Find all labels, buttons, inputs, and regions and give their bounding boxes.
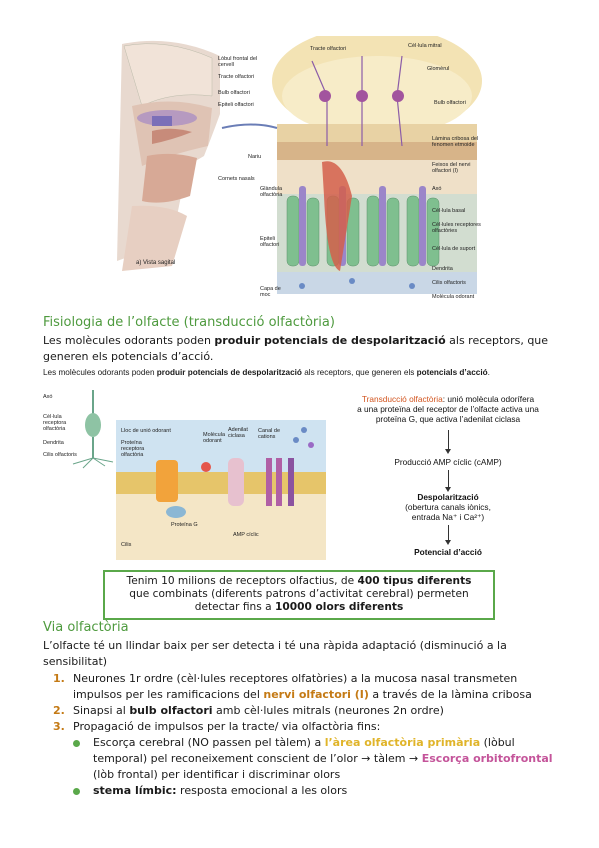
flow-title: Transducció olfactòria [361,394,443,404]
label-gland: Glàndula olfactòria [260,186,283,198]
step-2-post: amb cèl·lules mitrals (neurones 2n ordre) [212,704,444,717]
cell-label-binding: Lloc de unió odorant [121,428,171,434]
label-bulb-right: Bulb olfactori [434,100,466,106]
label-epithelium-mid: Epiteli olfactori [260,236,280,248]
sub-1-pre: Escorça cerebral (NO passen pel tàlem) a [93,736,325,749]
caption-end: . [487,368,490,377]
label-odorant: Molècula odorant [432,294,475,300]
section-title-physiology: Fisiologia de l’olfacte (transducció olfactòria) [43,315,335,330]
bullet-dot [73,740,80,747]
flow-arrow-1 [448,430,449,450]
label-tract-right: Tracte olfactori [310,46,347,52]
step-2 [43,703,563,719]
box-line2: que combinats (diferents patrons d’activitat cerebral) permeten [129,588,469,600]
step-1 [43,671,563,703]
step-2-highlight: bulb olfactori [129,704,213,717]
flow-arrow-2 [448,470,449,488]
flow-line3: proteïna G, que activa l’adenilat ciclasa [375,414,521,424]
label-cribriform: Làmina cribosa del fenomen etmoide [432,136,479,148]
step-1-highlight: nervi olfactori (I) [263,688,369,701]
step-3-text: Propagació de impulsos per la tracte/ via olfactòria fins: [73,720,381,733]
label-support-cell: Cèl·lula de suport [432,246,476,252]
physiology-paragraph [43,333,558,365]
caption-bold2: potencials d’acció [416,368,488,377]
label-glomerulus: Glomèrul [427,66,450,72]
neuron-label-cell: Cèl·lula receptora olfactòria [43,414,67,432]
sub-1-highlight2: Escorça orbitofrontal [421,752,553,765]
flow-step3-line2: entrada Na⁺ i Ca²⁺) [411,512,485,522]
flow-line1: : unió molècula odorífera [442,394,535,404]
flow-arrow-3 [448,525,449,541]
flow-step-1 [338,394,558,424]
neuron-label-axon: Axó [43,394,53,400]
pathway-steps [43,671,563,799]
box-line3-pre: detectar fins a [194,601,275,613]
caption-bold1: produir potencials de despolarització [156,368,302,377]
sub-1-highlight: l’àrea olfactòria primària [324,736,481,749]
figure-caption-line [43,368,490,377]
cell-label-receptor: Proteïna receptora olfactòria [121,440,145,458]
flow-step3-title: Despolarització [417,492,479,502]
caption-pre: Les molècules odorants poden [43,368,157,377]
p-pre: Les molècules odorants poden [43,334,215,347]
label-mucus-layer: Capa de moc [260,286,281,298]
box-line1-pre: Tenim 10 milions de receptors olfactius, de [126,575,358,587]
bullet-dot [73,788,80,795]
flow-step-3 [338,492,558,522]
cell-label-adenylate: Adenilat ciclasa [228,427,248,439]
label-basal-cell: Cèl·lula basal [432,208,466,214]
caption-mid: als receptors, que generen els [301,368,417,377]
flow-step-4 [338,547,558,557]
step-1-number: 1. [53,672,65,685]
pathway-intro: L’olfacte té un llindar baix per ser detecta i té una ràpida adaptació (disminució a la sensibilitat) [43,639,507,668]
cell-label-gprotein: Proteïna G [171,522,198,528]
cell-label-odorant: Molècula odorant [203,432,226,444]
neuron-label-cilia: Cilis olfactoris [43,452,77,458]
flow-step4-text: Potencial d’acció [414,547,482,557]
section-title-pathway: Via olfactòria [43,620,129,635]
cell-label-camp: AMP cíclic [233,532,259,538]
label-conchae: Cornets nasals [218,176,255,182]
step-1-post: a través de la làmina cribosa [368,688,532,701]
step-2-pre: Sinapsi al [73,704,130,717]
label-bulb-left: Bulb olfactori [218,90,250,96]
flow-line2: a una proteïna del receptor de l’olfacte activa una [357,404,539,414]
figure-olfactory-anatomy [112,36,492,304]
sub-item-limbic [43,783,563,799]
figure-caption: a) Vista sagital [136,260,176,266]
box-line3-bold: 10000 olors diferents [274,601,404,613]
flow-step3-line1: (obertura canals iònics, [405,502,491,512]
neuron-label-dendrite: Dendrita [43,440,64,446]
p-bold: produir potencials de despolarització [214,334,446,347]
flow-step-2: Producció AMP cíclic (cAMP) [394,457,502,467]
sub-item-cortex [43,735,563,783]
cell-label-channel: Canal de cations [258,428,281,440]
label-nerve-bundles: Feixos del nervi olfactori (I) [432,162,471,174]
sub-1-post: (lòbul temporal) pel reconeixement conscient de l’olor → tàlem → [93,736,515,765]
label-mitral: Cèl·lula mitral [408,43,442,49]
sub-1-post2: (lòb frontal) per identificar i discriminar olors [93,768,341,781]
step-1-pre: Neurones 1r ordre (cèl·lules receptores olfatòries) a la mucosa nasal transmeten impulsos per les ramificacions del [73,672,518,701]
info-box [103,570,495,620]
step-2-number: 2. [53,704,65,717]
label-nostril: Nariu [248,154,262,160]
step-3-number: 3. [53,720,65,733]
label-dendrite: Dendrita [432,266,453,272]
figure-transduction [43,382,563,562]
box-line1-bold: 400 tipus diferents [357,575,472,587]
label-receptor-cells: Cèl·lules receptores olfactòries [432,222,481,234]
label-cilia: Cilis olfactoris [432,280,466,286]
label-tract-left: Tracte olfactori [218,74,255,80]
sub-2-post: resposta emocional a les olors [176,784,348,797]
step-3 [43,719,563,735]
cell-label-cilia: Cilis [121,542,132,548]
label-epithelium-left: Epiteli olfactori [218,102,254,108]
sub-2-highlight: stema límbic: [93,784,177,797]
label-frontal-lobe: Lòbul frontal del cervell [218,56,258,68]
p-post: als receptors, que generen els potencials d’acció. [43,334,549,363]
label-axon: Axó [432,186,442,192]
